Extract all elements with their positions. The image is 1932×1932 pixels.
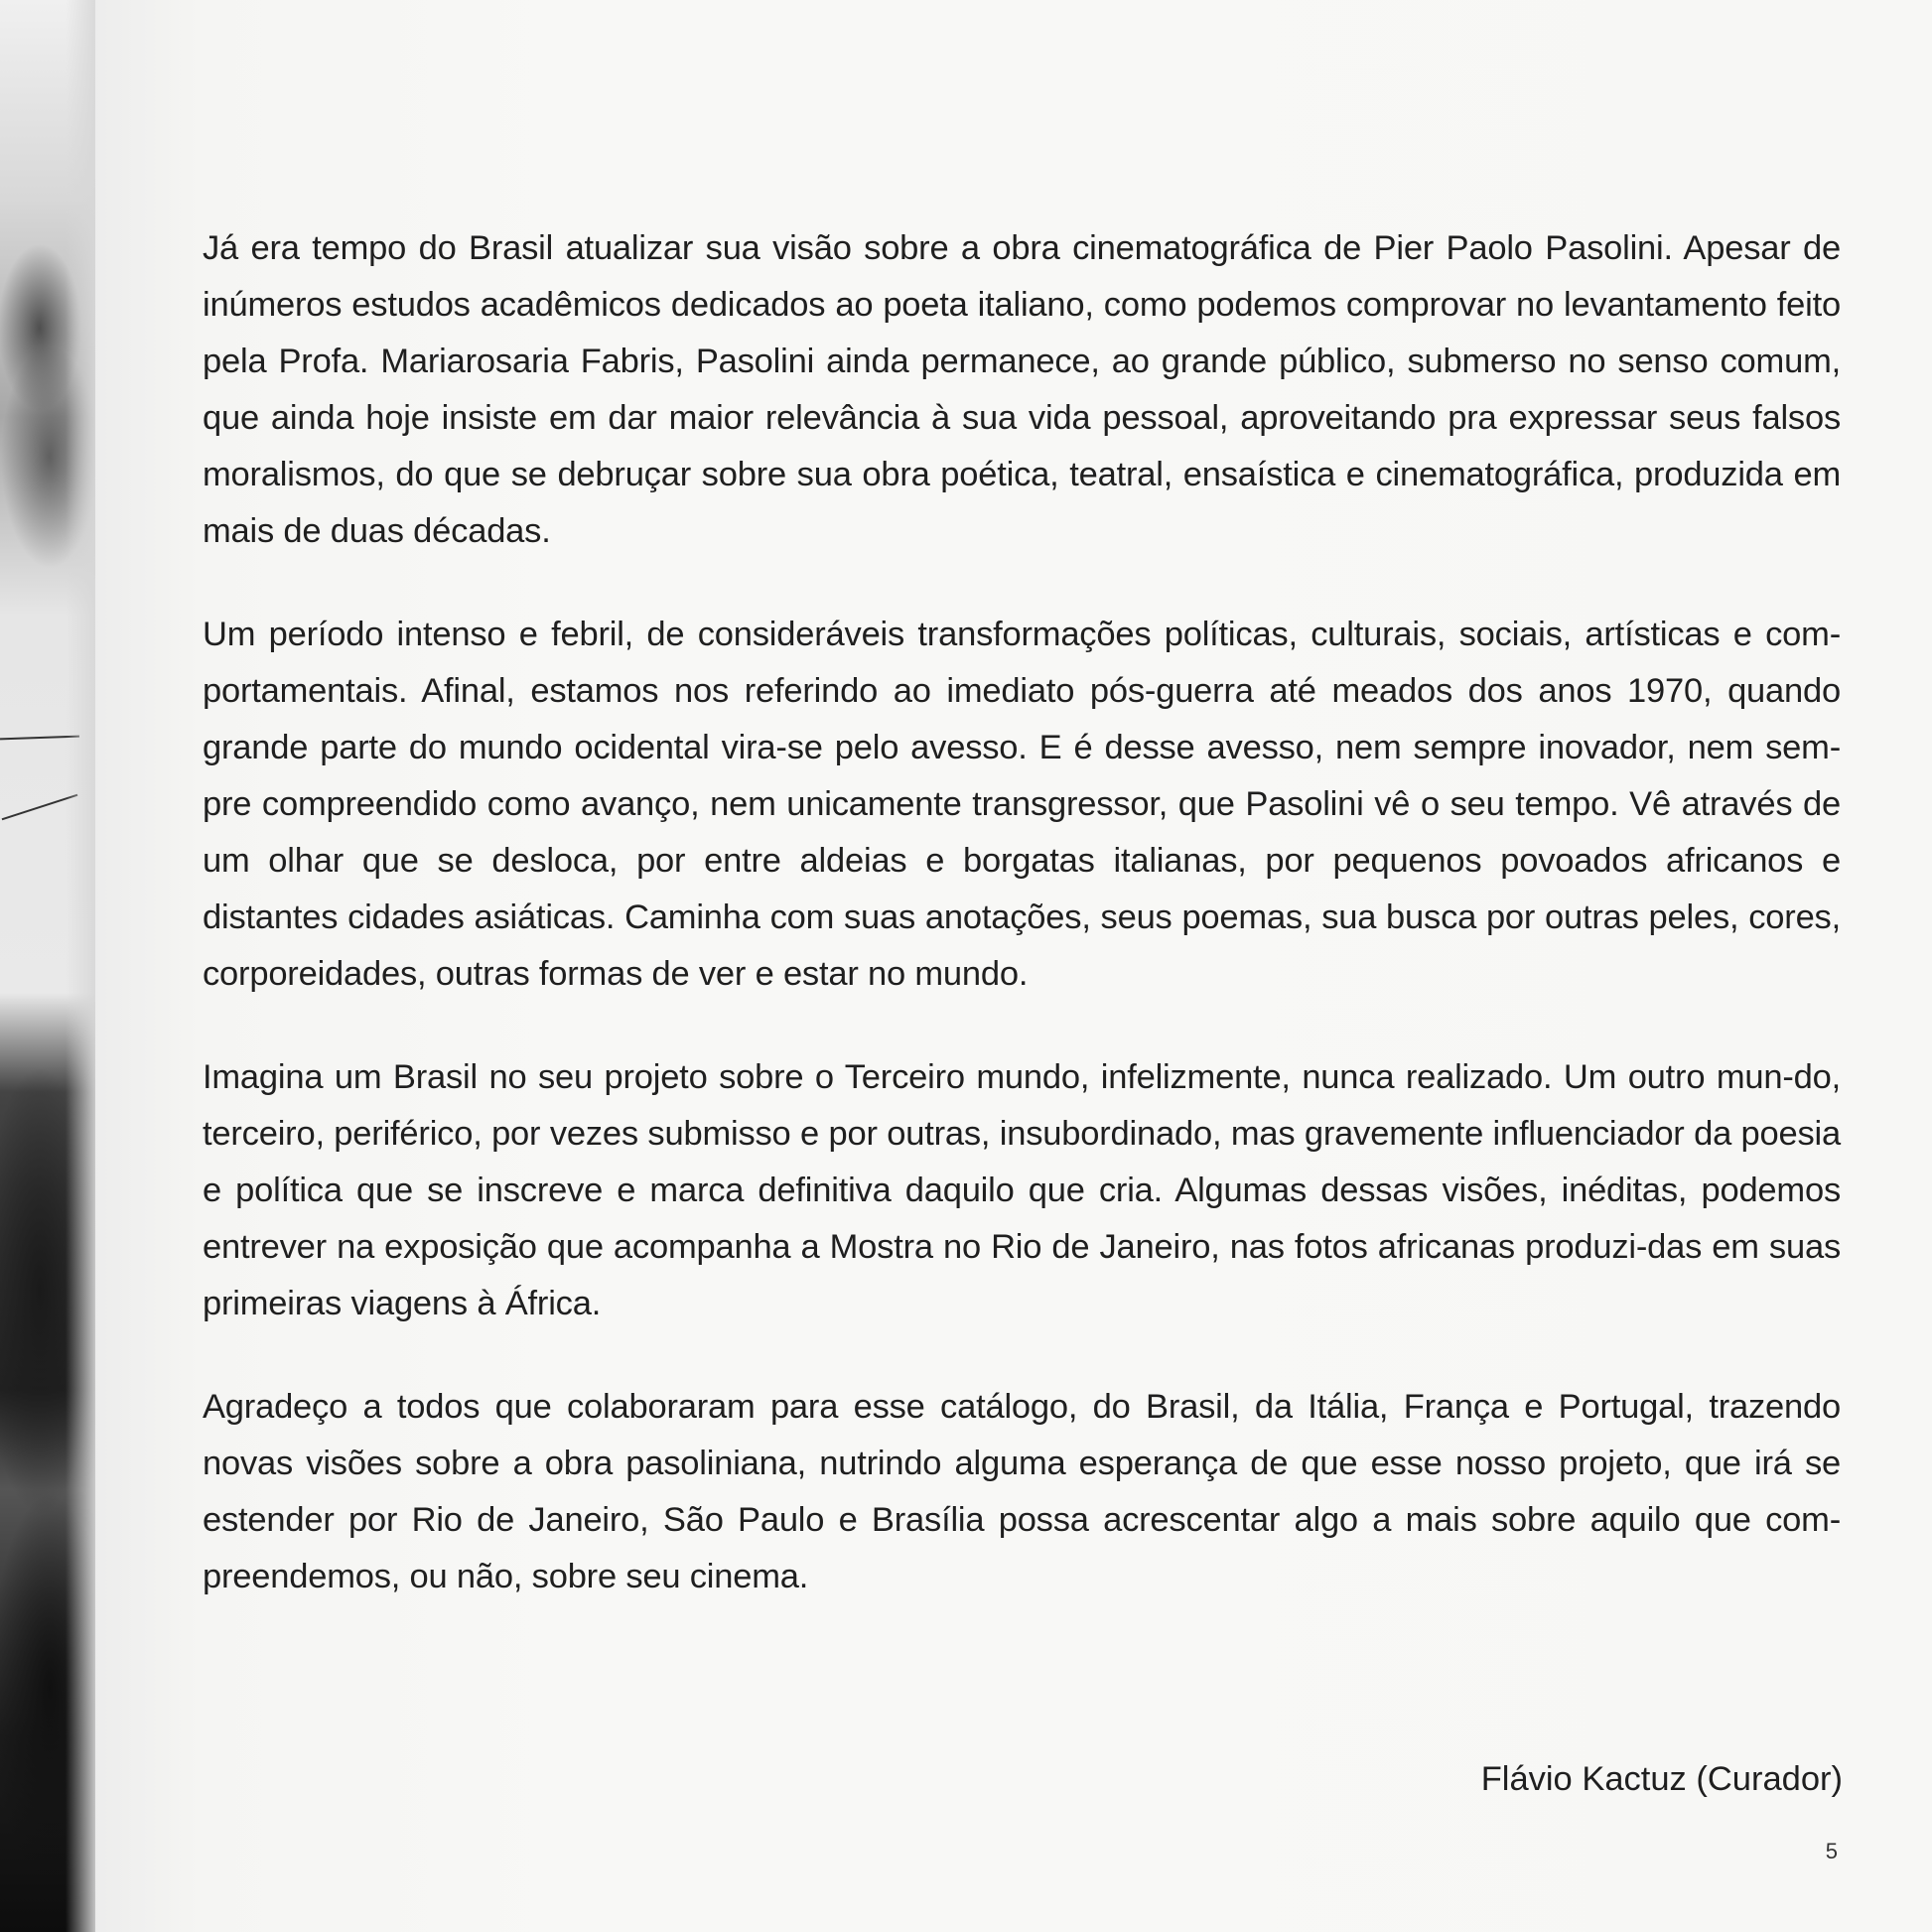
paragraph: Agradeço a todos que colaboraram para esse catálogo, do Brasil, da Itália, França e Portugal, trazendo novas visões sobre a obra pasoliniana, nutrindo alguma esperança de que esse nosso projeto, que irá se estender por Rio de Janeiro, São Paulo e Brasília possa acrescentar algo a mais sobre aquilo que com-preendemos, ou não, sobre seu cinema. bbox=[203, 1388, 1841, 1595]
page-number: 5 bbox=[1825, 1839, 1838, 1863]
photo-line bbox=[2, 794, 78, 821]
paragraph: Um período intenso e febril, de consideráveis transformações políticas, culturais, sociais, artísticas e com-portamentais. Afinal, estamos nos referindo ao imediato pós-guerra até meados dos anos 1970, quando grande parte do mundo ocidental vira-se pelo avesso. E é desse avesso, nem sempre inovador, nem sem-pre compreendido como avanço, nem unicamente transgressor, que Pasolini vê o seu tempo. Vê através de um olhar que se desloca, por entre aldeias e borgatas italianas, por pequenos povoados africanos e distantes cidades asiáticas. Caminha com suas anotações, seus poemas, sua busca por outras peles, cores, corporeidades, outras formas de ver e estar no mundo. bbox=[203, 616, 1841, 993]
paragraph: Imagina um Brasil no seu projeto sobre o Terceiro mundo, infelizmente, nunca realizado. Um outro mun-do, terceiro, periférico, por vezes submisso e por outras, insubordinado, mas gravemente influenciador da poesia e política que se inscreve e marca definitiva daquilo que cria. Algumas dessas visões, inéditas, podemos entrever na exposição que acompanha a Mostra no Rio de Janeiro, nas fotos africanas produzi-das em suas primeiras viagens à África. bbox=[203, 1058, 1841, 1322]
paragraph: Já era tempo do Brasil atualizar sua visão sobre a obra cinematográfica de Pier Paolo Pasolini. Apesar de inúmeros estudos acadêmicos dedicados ao poeta italiano, como podemos comprovar no levantamento feito pela Profa. Mariarosaria Fabris, Pasolini ainda permanece, ao grande público, submerso no senso comum, que ainda hoje insiste em dar maior relevância à sua vida pessoal, aproveitando pra expressar seus falsos moralismos, do que se debruçar sobre sua obra poética, teatral, ensaística e cinematográfica, produzida em mais de duas décadas. bbox=[203, 229, 1841, 550]
photo-line bbox=[0, 736, 79, 741]
photo-edge bbox=[0, 0, 95, 1932]
signature: Flávio Kactuz (Curador) bbox=[1480, 1760, 1843, 1798]
body-text bbox=[203, 220, 1841, 1652]
